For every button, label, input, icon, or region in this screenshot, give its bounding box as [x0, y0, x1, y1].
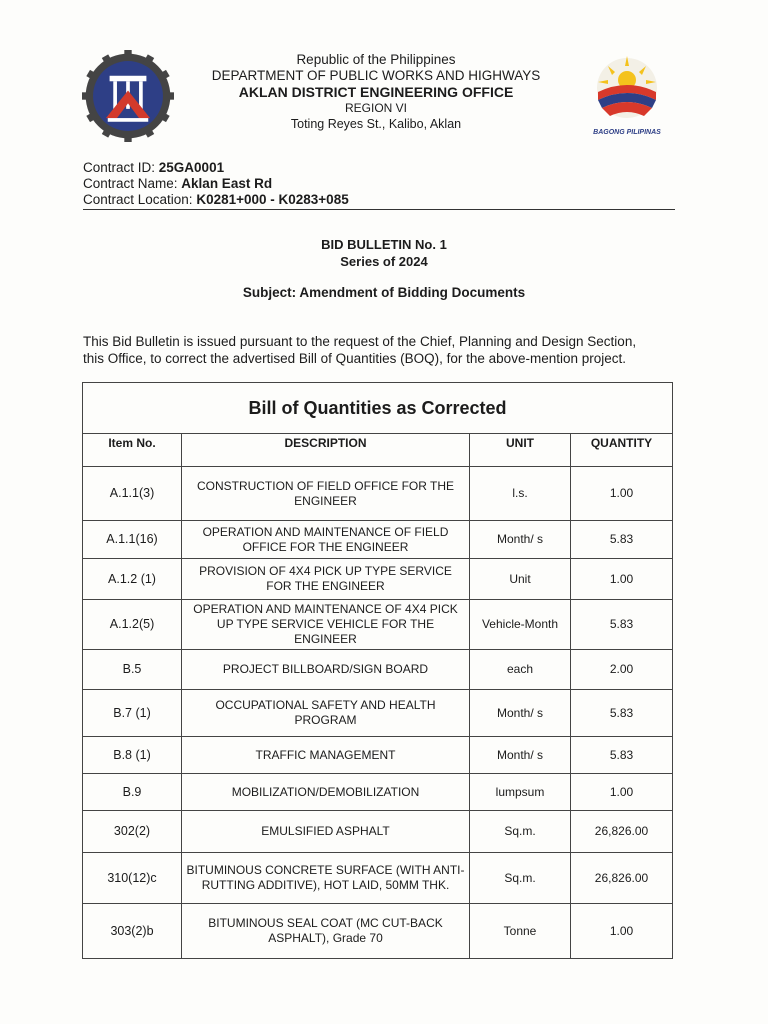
- intro-line-1: This Bid Bulletin is issued pursuant to the request of the Chief, Planning and Design Section,: [83, 334, 637, 349]
- quantity-cell: 1.00: [571, 467, 673, 521]
- intro-line-2: this Office, to correct the advertised Bill of Quantities (BOQ), for the above-mention project.: [83, 351, 626, 366]
- table-row: [83, 690, 673, 737]
- quantity-cell: 1.00: [571, 774, 673, 811]
- republic-line: Republic of the Philippines: [296, 52, 456, 67]
- unit-cell: each: [470, 650, 571, 690]
- description-cell: OPERATION AND MAINTENANCE OF 4X4 PICK UP TYPE SERVICE VEHICLE FOR THE ENGINEER: [182, 600, 470, 650]
- contract-id-row: [83, 160, 349, 176]
- item-no-cell: 302(2): [83, 811, 182, 853]
- description-cell: OPERATION AND MAINTENANCE OF FIELD OFFICE FOR THE ENGINEER: [182, 521, 470, 559]
- unit-cell: Month/ s: [470, 521, 571, 559]
- unit-cell: Unit: [470, 559, 571, 600]
- quantity-cell: 26,826.00: [571, 811, 673, 853]
- description-cell: BITUMINOUS SEAL COAT (MC CUT-BACK ASPHALT), Grade 70: [182, 904, 470, 959]
- quantity-cell: 5.83: [571, 521, 673, 559]
- item-no-cell: A.1.2 (1): [83, 559, 182, 600]
- table-row: [83, 904, 673, 959]
- contract-location-value: K0281+000 - K0283+085: [196, 192, 349, 207]
- item-no-cell: B.5: [83, 650, 182, 690]
- description-cell: OCCUPATIONAL SAFETY AND HEALTH PROGRAM: [182, 690, 470, 737]
- column-header-quantity: QUANTITY: [571, 434, 673, 467]
- quantity-cell: 5.83: [571, 600, 673, 650]
- column-header-unit: UNIT: [470, 434, 571, 467]
- table-row: [83, 600, 673, 650]
- contract-id-value: 25GA0001: [158, 160, 225, 175]
- table-row: [83, 467, 673, 521]
- unit-cell: l.s.: [470, 467, 571, 521]
- letterhead: [200, 52, 552, 132]
- bulletin-title: BID BULLETIN No. 1: [321, 237, 447, 252]
- contract-name-value: Aklan East Rd: [181, 176, 273, 191]
- bulletin-subject: Subject: Amendment of Bidding Documents: [242, 285, 526, 300]
- bulletin-series: Series of 2024: [340, 254, 428, 269]
- item-no-cell: B.7 (1): [83, 690, 182, 737]
- region-line: REGION VI: [344, 101, 407, 115]
- unit-cell: Vehicle-Month: [470, 600, 571, 650]
- contract-name-row: [83, 176, 349, 192]
- contract-location-row: [83, 192, 349, 208]
- contract-info: [83, 160, 349, 208]
- table-row: [83, 650, 673, 690]
- description-cell: MOBILIZATION/DEMOBILIZATION: [182, 774, 470, 811]
- office-line: AKLAN DISTRICT ENGINEERING OFFICE: [238, 84, 514, 100]
- table-header-row: [83, 434, 673, 467]
- unit-cell: Month/ s: [470, 737, 571, 774]
- table-row: [83, 774, 673, 811]
- description-cell: TRAFFIC MANAGEMENT: [182, 737, 470, 774]
- item-no-cell: 310(12)c: [83, 853, 182, 904]
- item-no-cell: B.9: [83, 774, 182, 811]
- quantity-cell: 2.00: [571, 650, 673, 690]
- description-cell: BITUMINOUS CONCRETE SURFACE (WITH ANTI-RUTTING ADDITIVE), HOT LAID, 50MM THK.: [182, 853, 470, 904]
- bulletin-heading: [0, 236, 768, 270]
- description-cell: EMULSIFIED ASPHALT: [182, 811, 470, 853]
- unit-cell: Sq.m.: [470, 811, 571, 853]
- bill-of-quantities-table: [82, 382, 673, 959]
- quantity-cell: 5.83: [571, 690, 673, 737]
- unit-cell: Sq.m.: [470, 853, 571, 904]
- department-line: DEPARTMENT OF PUBLIC WORKS AND HIGHWAYS: [211, 68, 541, 83]
- unit-cell: lumpsum: [470, 774, 571, 811]
- contract-id-label: Contract ID:: [83, 160, 159, 175]
- item-no-cell: A.1.1(16): [83, 521, 182, 559]
- item-no-cell: B.8 (1): [83, 737, 182, 774]
- quantity-cell: 26,826.00: [571, 853, 673, 904]
- item-no-cell: A.1.1(3): [83, 467, 182, 521]
- quantity-cell: 1.00: [571, 904, 673, 959]
- description-cell: PROJECT BILLBOARD/SIGN BOARD: [182, 650, 470, 690]
- table-row: [83, 853, 673, 904]
- table-row: [83, 811, 673, 853]
- quantity-cell: 5.83: [571, 737, 673, 774]
- table-row: [83, 521, 673, 559]
- column-header-item: Item No.: [83, 434, 182, 467]
- bagong-pilipinas-logo: [586, 50, 668, 140]
- address-line: Toting Reyes St., Kalibo, Aklan: [290, 117, 462, 131]
- description-cell: CONSTRUCTION OF FIELD OFFICE FOR THE ENGINEER: [182, 467, 470, 521]
- table-title: Bill of Quantities as Corrected: [83, 383, 673, 434]
- contract-name-label: Contract Name:: [83, 176, 182, 191]
- unit-cell: Month/ s: [470, 690, 571, 737]
- description-cell: PROVISION OF 4X4 PICK UP TYPE SERVICE FOR THE ENGINEER: [182, 559, 470, 600]
- table-row: [83, 737, 673, 774]
- item-no-cell: A.1.2(5): [83, 600, 182, 650]
- quantity-cell: 1.00: [571, 559, 673, 600]
- intro-paragraph: [83, 333, 683, 367]
- unit-cell: Tonne: [470, 904, 571, 959]
- column-header-description: DESCRIPTION: [182, 434, 470, 467]
- table-title-row: [83, 383, 673, 434]
- item-no-cell: 303(2)b: [83, 904, 182, 959]
- table-row: [83, 559, 673, 600]
- dpwh-seal-logo: [82, 50, 174, 142]
- bagong-pilipinas-text: BAGONG PILIPINAS: [593, 129, 661, 136]
- divider: [83, 209, 675, 210]
- contract-location-label: Contract Location:: [83, 192, 197, 207]
